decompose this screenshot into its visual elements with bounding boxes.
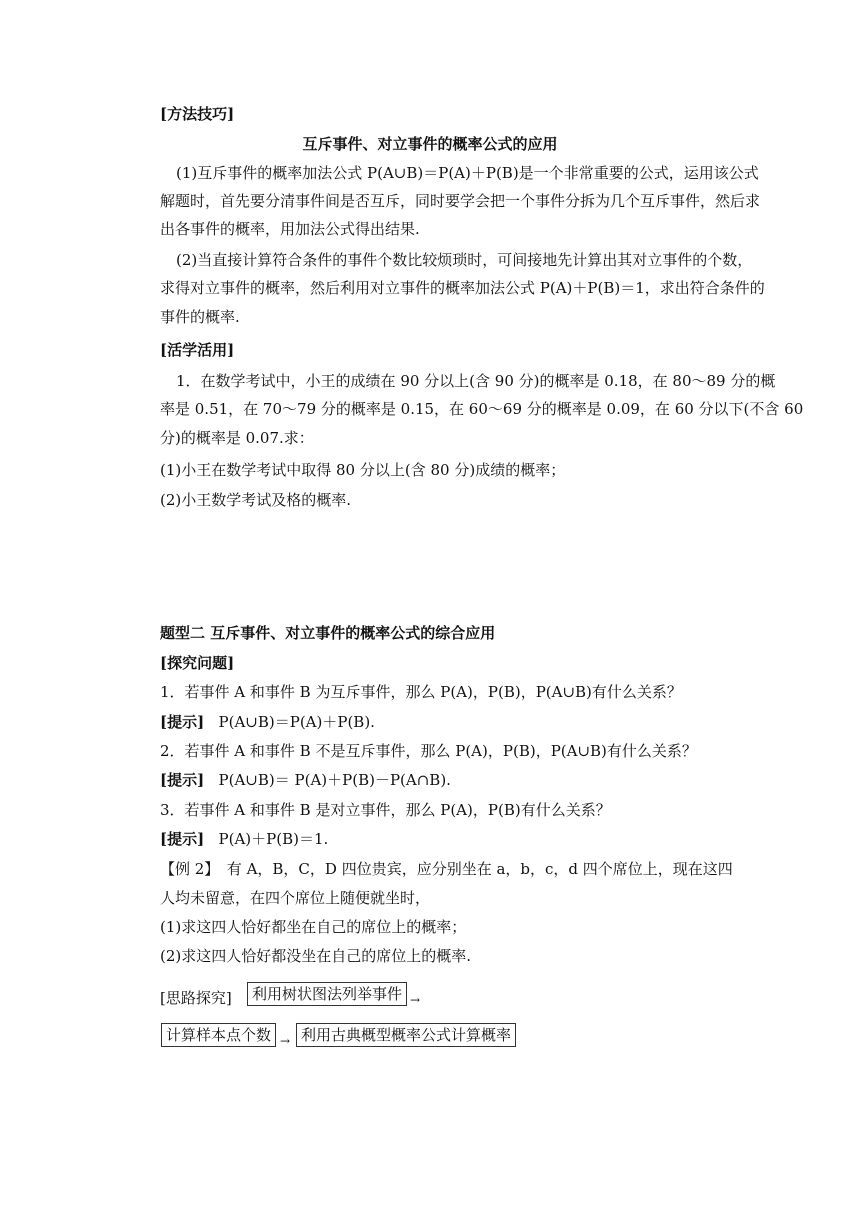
hint-label: [提示]: [160, 771, 205, 789]
hint-3: [160, 829, 732, 849]
flow-box-compute-probability: 利用古典概型概率公式计算概率: [296, 1023, 516, 1047]
flow-label: [思路探究]: [160, 989, 232, 1007]
explore-q1: 1．若事件 A 和事件 B 为互斥事件，那么 P(A)，P(B)，P(A∪B)有什么关系？: [160, 683, 682, 701]
paragraph-1-line-2: 解题时，首先要分清事件间是否互斥，同时要学会把一个事件分拆为几个互斥事件，然后求: [160, 192, 761, 210]
hint-3-text: P(A)＋P(B)＝1.: [218, 830, 329, 848]
explore-heading: [探究问题]: [160, 654, 235, 672]
hint-2: [160, 770, 732, 790]
practice-heading: [活学活用]: [160, 341, 235, 359]
example-sub-2: (2)求这四人恰好都没坐在自己的席位上的概率.: [160, 947, 472, 965]
type2-title: 题型二 互斥事件、对立事件的概率公式的综合应用: [160, 624, 496, 642]
hint-label: [提示]: [160, 713, 205, 731]
explore-q3: 3．若事件 A 和事件 B 是对立事件，那么 P(A)，P(B)有什么关系？: [160, 801, 611, 819]
hint-label: [提示]: [160, 830, 205, 848]
example-line-2: 人均未留意，在四个席位上随便就坐时，: [160, 889, 431, 907]
flow-arrow-1: →: [410, 993, 421, 1007]
hint-1: [160, 712, 732, 732]
paragraph-2-line-3: 事件的概率.: [160, 308, 240, 326]
practice-q1-line-2: 率是 0.51，在 70～79 分的概率是 0.15，在 60～69 分的概率是 0.09，在 60 分以下(不含 60: [160, 400, 804, 418]
hint-1-text: P(A∪B)＝P(A)＋P(B).: [218, 713, 375, 731]
paragraph-2-line-1: (2)当直接计算符合条件的事件个数比较烦琐时，可间接地先计算出其对立事件的个数，: [176, 251, 753, 269]
explore-q2: 2．若事件 A 和事件 B 不是互斥事件，那么 P(A)，P(B)，P(A∪B)有什么关系？: [160, 742, 697, 760]
paragraph-1-line-3: 出各事件的概率，用加法公式得出结果.: [160, 220, 420, 238]
hint-2-text: P(A∪B)＝ P(A)＋P(B)－P(A∩B).: [218, 771, 451, 789]
flow-box-count-samples: 计算样本点个数: [161, 1023, 276, 1047]
example-sub-1: (1)求这四人恰好都坐在自己的席位上的概率；: [160, 918, 467, 936]
paragraph-2-line-2: 求得对立事件的概率，然后利用对立事件的概率加法公式 P(A)＋P(B)＝1，求出符合条件的: [160, 279, 765, 297]
practice-sub-1: (1)小王在数学考试中取得 80 分以上(含 80 分)成绩的概率；: [160, 461, 566, 479]
practice-q1-line-1: 1．在数学考试中，小王的成绩在 90 分以上(含 90 分)的概率是 0.18，在 80～89 分的概: [176, 372, 776, 390]
section-title: 互斥事件、对立事件的概率公式的应用: [302, 135, 558, 153]
method-heading: [方法技巧]: [160, 105, 235, 123]
practice-sub-2: (2)小王数学考试及格的概率.: [160, 491, 352, 509]
example-line-1: 【例 2】 有 A，B，C，D 四位贵宾，应分别坐在 a，b，c，d 四个席位上，现在这四: [160, 860, 733, 878]
flow-box-list-events: 利用树状图法列举事件: [247, 982, 407, 1006]
paragraph-1-line-1: (1)互斥事件的概率加法公式 P(A∪B)＝P(A)＋P(B)是一个非常重要的公式，运用该公式: [176, 164, 759, 182]
flow-arrow-2: →: [280, 1034, 291, 1048]
practice-q1-line-3: 分)的概率是 0.07.求：: [160, 429, 314, 447]
